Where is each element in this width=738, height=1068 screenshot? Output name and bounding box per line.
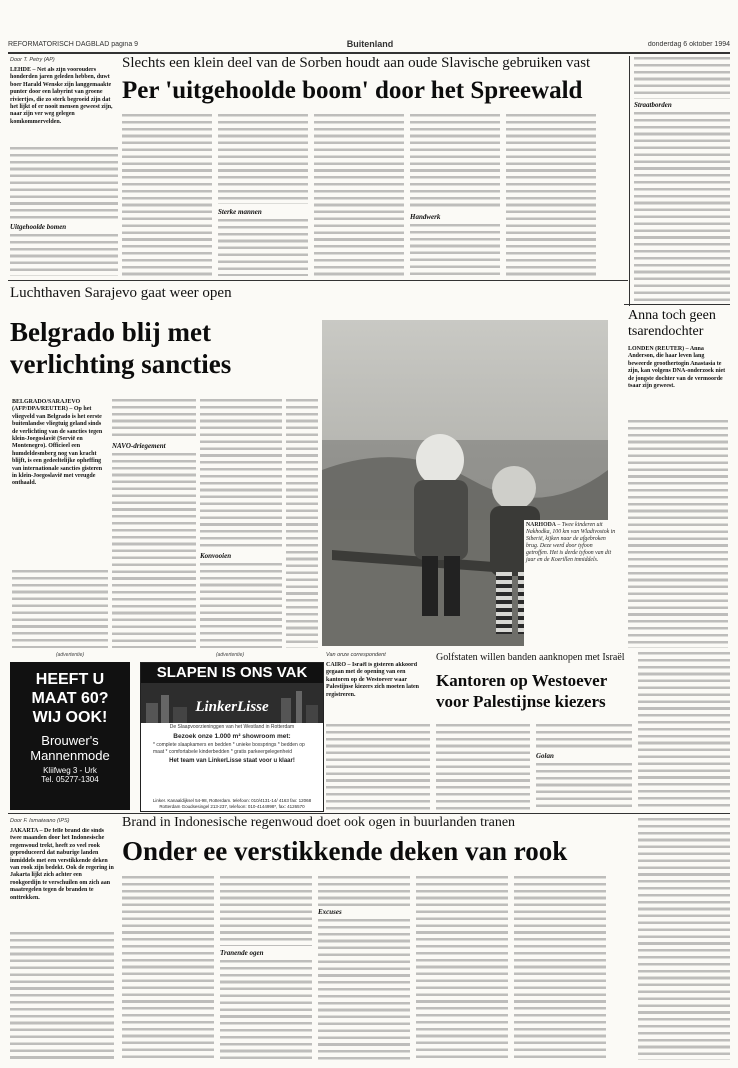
subhead: Uitgehoolde bomen — [10, 223, 67, 231]
section-title: Buitenland — [346, 39, 394, 49]
body-text — [628, 420, 728, 648]
ad-bullet: * bedden op maat — [153, 742, 305, 755]
body-text — [10, 147, 118, 223]
caption-label: NARHODA — [526, 522, 556, 528]
issue-date: donderdag 6 oktober 1994 — [647, 41, 730, 48]
ad-service: Het team van LinkerLisse staat voor u klaar! — [169, 758, 295, 764]
subhead: Straatborden — [634, 101, 672, 109]
body-text — [410, 224, 500, 276]
body-text — [318, 919, 410, 1060]
lead-paragraph: CAÏRO – Israël is gisteren akkoord gegaan met de opening van een kantoren op de Westoever waar Palestijnse kiezers zich moeten laten registreren. — [326, 662, 419, 698]
body-text — [410, 114, 500, 210]
subhead: NAVO-driegement — [112, 442, 166, 450]
skyline-icon — [141, 683, 323, 723]
ad-label: (advertentie) — [215, 652, 245, 658]
box-rule — [624, 304, 730, 305]
body-text — [286, 399, 318, 648]
body-text — [314, 114, 404, 276]
paper-name: REFORMATORISCH DAGBLAD pagina 9 — [8, 41, 139, 48]
body-text — [220, 960, 312, 1060]
ad-store-name: Mannenmode — [30, 748, 110, 763]
headline: Kantoren op Westoever voor Palestijnse kiezers — [436, 671, 607, 711]
lead-paragraph: BELGRADO/SARAJEVO (AFP/DPA/REUTER) – Op het vliegveld van Belgrado is het eerste buitenlandse vliegtuig geland sinds de verlichting van de sancties tegen klein-Joegoslavië (Servië en Montenegro). Officieel een humdeldesmberg nog van kracht blijft, is een gedeeltelijke opheffing van internationale sancties gisteren in klein-Joegoslavië met vreugde onthaald. — [12, 399, 103, 487]
ad-bullet: * comfortabele kinderbedden — [165, 748, 230, 755]
caption-text: – Twee kinderen uit Nakhodka, 100 km van Wladivostok in Siberië, kijken naar de afgebroken brug. Deze werd door tyfoon getroffen. Het is derde tyfoon van dit jaar en de Koerillen inmiddels. — [526, 522, 616, 563]
body-text — [10, 234, 118, 276]
ad-line: MAAT 60? — [31, 690, 109, 707]
ad-store-name: Brouwer's — [41, 733, 99, 748]
headline: Onder ee verstikkende deken van rook — [122, 838, 568, 866]
headline: Anna toch geen tsarendochter — [628, 308, 716, 339]
headline: Per 'uitgehoolde boom' door het Spreewald — [122, 78, 583, 104]
byline: Van onze correspondent — [326, 652, 386, 658]
byline: Door F. Ismaiwano (IPS) — [10, 818, 70, 824]
body-text — [122, 876, 214, 1060]
subhead: Tranende ogen — [220, 949, 264, 957]
section-divider — [8, 280, 628, 281]
kicker: Luchthaven Sarajevo gaat weer open — [10, 285, 232, 301]
body-text — [122, 114, 212, 276]
body-text — [634, 57, 730, 99]
lead-paragraph: LEHDE – Net als zijn voorouders honderden jaren geleden hebben, duwt boer Harald Wenske zijn langgemaakte punter door een labyrint van groene riviertjes, die zo sterk begroeid zijn dat het lijkt of er nooit mensen geweest zijn, naar zijn ver weg gelegen komkommervelden. — [10, 67, 113, 125]
body-text — [506, 114, 596, 276]
body-text — [318, 876, 410, 906]
brand-logo: LinkerLisse — [195, 699, 269, 715]
body-text — [416, 876, 508, 1060]
subhead: Konvooien — [200, 552, 232, 560]
subhead: Excuses — [318, 908, 342, 916]
body-text — [638, 652, 730, 810]
ad-title: SLAPEN IS ONS VAK — [141, 663, 323, 683]
ad-phone: Tel. 05277-1304 — [41, 775, 99, 784]
body-text — [514, 876, 606, 1060]
body-text — [326, 724, 430, 810]
lead-paragraph: LONDEN (REUTER) – Anna Anderson, die haar leven lang beweerde groothertogin Anastasia te zijn, kan volgens DNA-onderzoek niet de jongste dochter van de vermoorde tsaar zijn geweest. — [628, 346, 726, 390]
kicker: Slechts een klein deel van de Sorben houdt aan oude Slavische gebruiken vast — [122, 55, 591, 71]
body-text — [634, 112, 730, 302]
subhead: Golan — [536, 752, 554, 760]
lead-paragraph: JAKARTA – De felle brand die sinds twee maanden door het Indonesische regenwoud trekt, heeft zo veel rook geproduceerd dat naburige landen inmiddels met een verstikkende deken van rook zijn bedekt. Ook de regering in Jakarta lijkt zich achter een rookgordijn te verschuilen om zich aan maatregelen tegen de branden te onttrekken. — [10, 828, 114, 901]
section-divider — [8, 813, 730, 814]
subhead: Sterke mannen — [218, 208, 262, 216]
body-text — [638, 818, 730, 1060]
body-text — [218, 114, 308, 204]
ad-label: (advertentie) — [55, 652, 85, 658]
kicker: Golfstaten willen banden aanknopen met Israël — [436, 652, 625, 663]
body-text — [220, 876, 312, 946]
ad-brouwer[interactable] — [10, 662, 130, 810]
ad-addresses — [141, 798, 323, 809]
body-text — [10, 932, 114, 1060]
body-text — [200, 399, 282, 549]
ad-line: WIJ OOK! — [32, 709, 108, 726]
photo-caption — [524, 520, 618, 648]
body-text — [436, 724, 530, 810]
body-text — [218, 219, 308, 276]
ad-bullet: * unieke boxsprings — [232, 742, 277, 748]
body-text — [112, 453, 196, 648]
ad-tagline: De Slaapvoorzieninggen van het Westland in Rotterdam — [169, 724, 295, 730]
byline: Door T. Petry (AP) — [10, 57, 55, 63]
masthead-rule — [8, 52, 730, 54]
ad-bullet: * complete slaapkamers en bedden — [153, 742, 232, 748]
kicker: Brand in Indonesische regenwoud doet ook ogen in buurlanden tranen — [122, 815, 516, 830]
ad-address: Linker. Kanaaldijksel 54-98, Rotterdam. telefoon: 010/4131-14/ 4163 fax: 12068 — [152, 798, 312, 803]
column-divider — [629, 56, 630, 306]
headline: Belgrado blij met verlichting sancties — [10, 317, 232, 379]
ad-showroom: Bezoek onze 1.000 m² showroom met: — [173, 733, 291, 740]
ad-bullet: * gratis parkeergelegenheid — [230, 748, 292, 755]
body-text — [200, 563, 282, 648]
body-text — [12, 570, 108, 648]
subhead: Handwerk — [410, 213, 441, 221]
body-text — [536, 763, 632, 810]
ad-linkerlisse[interactable] — [140, 662, 324, 812]
ad-bullets — [141, 740, 323, 757]
ad-address: Kliifweg 3 - Urk — [43, 766, 97, 775]
body-text — [112, 399, 196, 439]
ad-address: Rotterdam Goudsesingel 213-237, telefoon: 010-4144998*, fax: 4126570 — [159, 803, 305, 809]
body-text — [536, 724, 632, 750]
ad-line: HEEFT U — [35, 671, 105, 688]
